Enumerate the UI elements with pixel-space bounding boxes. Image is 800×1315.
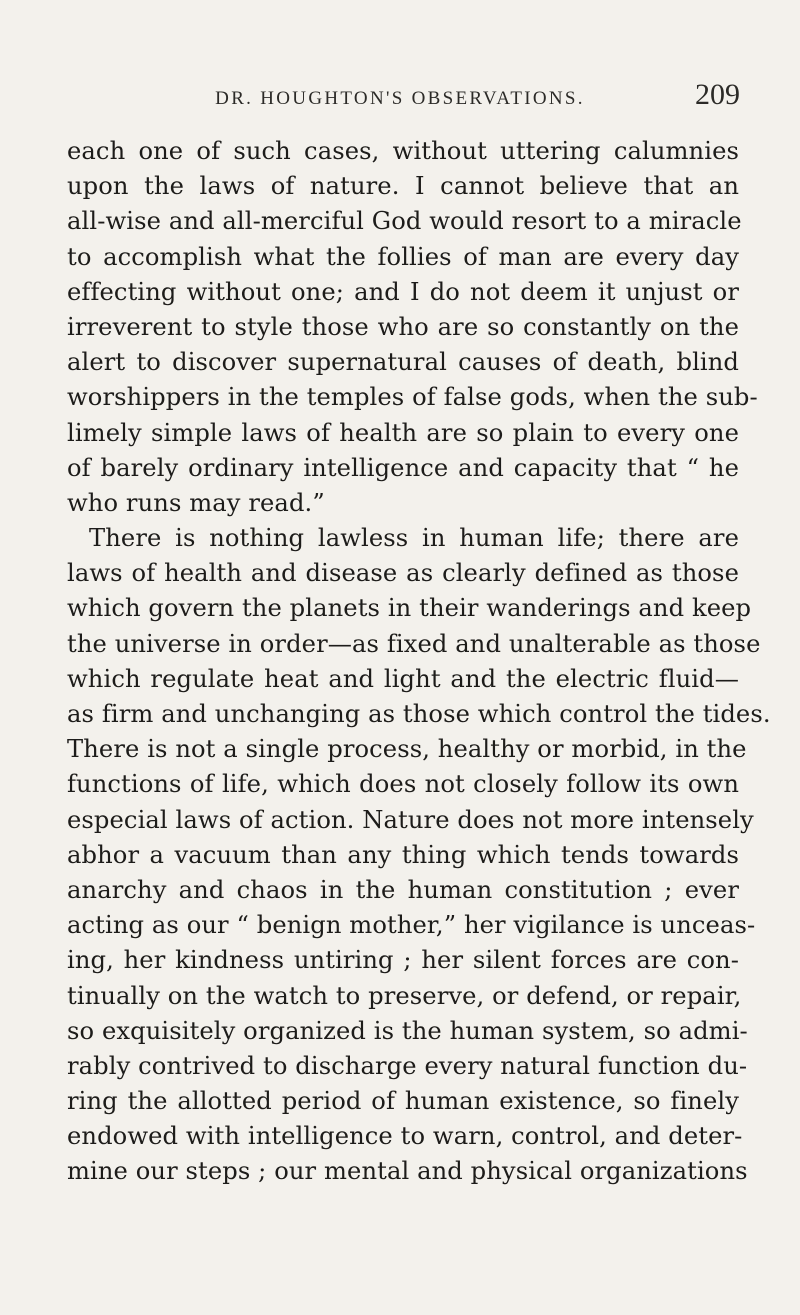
text-line: so exquisitely organized is the human system, so admi- bbox=[67, 1016, 748, 1045]
running-title: DR. HOUGHTON'S OBSERVATIONS. bbox=[215, 88, 585, 109]
text-line: ing, her kindness untiring ; her silent forces are con- bbox=[67, 946, 739, 975]
text-line: mine our steps ; our mental and physical organizations bbox=[67, 1157, 748, 1186]
text-line: endowed with intelligence to warn, control, and deter- bbox=[67, 1122, 743, 1151]
text-line: rably contrived to discharge every natural function du- bbox=[67, 1051, 748, 1080]
text-line: effecting without one; and I do not deem it unjust or bbox=[67, 277, 739, 306]
text-line: functions of life, which does not closely follow its own bbox=[67, 770, 739, 799]
text-line: of barely ordinary intelligence and capacity that “ he bbox=[67, 453, 739, 482]
text-line: worshippers in the temples of false gods, when the sub- bbox=[67, 383, 758, 412]
text-line: abhor a vacuum than any thing which tends towards bbox=[67, 840, 739, 869]
text-line: upon the laws of nature. I cannot believe that an bbox=[67, 172, 739, 201]
text-line: each one of such cases, without uttering calumnies bbox=[67, 137, 739, 165]
text-line: which regulate heat and light and the electric fluid— bbox=[67, 664, 739, 693]
text-line: which govern the planets in their wanderings and keep bbox=[67, 594, 752, 623]
text-line: all-wise and all-merciful God would resort to a miracle bbox=[67, 207, 742, 236]
text-line: laws of health and disease as clearly defined as those bbox=[67, 559, 739, 588]
body-text bbox=[67, 134, 771, 1190]
text-line: irreverent to style those who are so constantly on the bbox=[67, 312, 739, 341]
text-line: to accomplish what the follies of man are every day bbox=[67, 242, 739, 271]
text-line: especial laws of action. Nature does not more intensely bbox=[67, 805, 754, 834]
text-line: There is not a single process, healthy or morbid, in the bbox=[67, 735, 747, 764]
text-line: alert to discover supernatural causes of death, blind bbox=[67, 348, 739, 377]
text-line: as firm and unchanging as those which control the tides. bbox=[67, 700, 771, 728]
text-line: anarchy and chaos in the human constitution ; ever bbox=[67, 875, 739, 904]
text-line: the universe in order—as fixed and unalterable as those bbox=[67, 629, 761, 658]
text-line: ring the allotted period of human existence, so finely bbox=[67, 1087, 739, 1116]
text-line: who runs may read.” bbox=[67, 488, 325, 517]
text-line: tinually on the watch to preserve, or defend, or repair, bbox=[67, 981, 742, 1010]
running-head bbox=[0, 78, 800, 114]
page-number: 209 bbox=[695, 78, 740, 111]
text-line: acting as our “ benign mother,” her vigilance is unceas- bbox=[67, 911, 756, 940]
text-line: There is nothing lawless in human life; there are bbox=[89, 524, 739, 553]
text-line: limely simple laws of health are so plain to every one bbox=[67, 418, 739, 447]
